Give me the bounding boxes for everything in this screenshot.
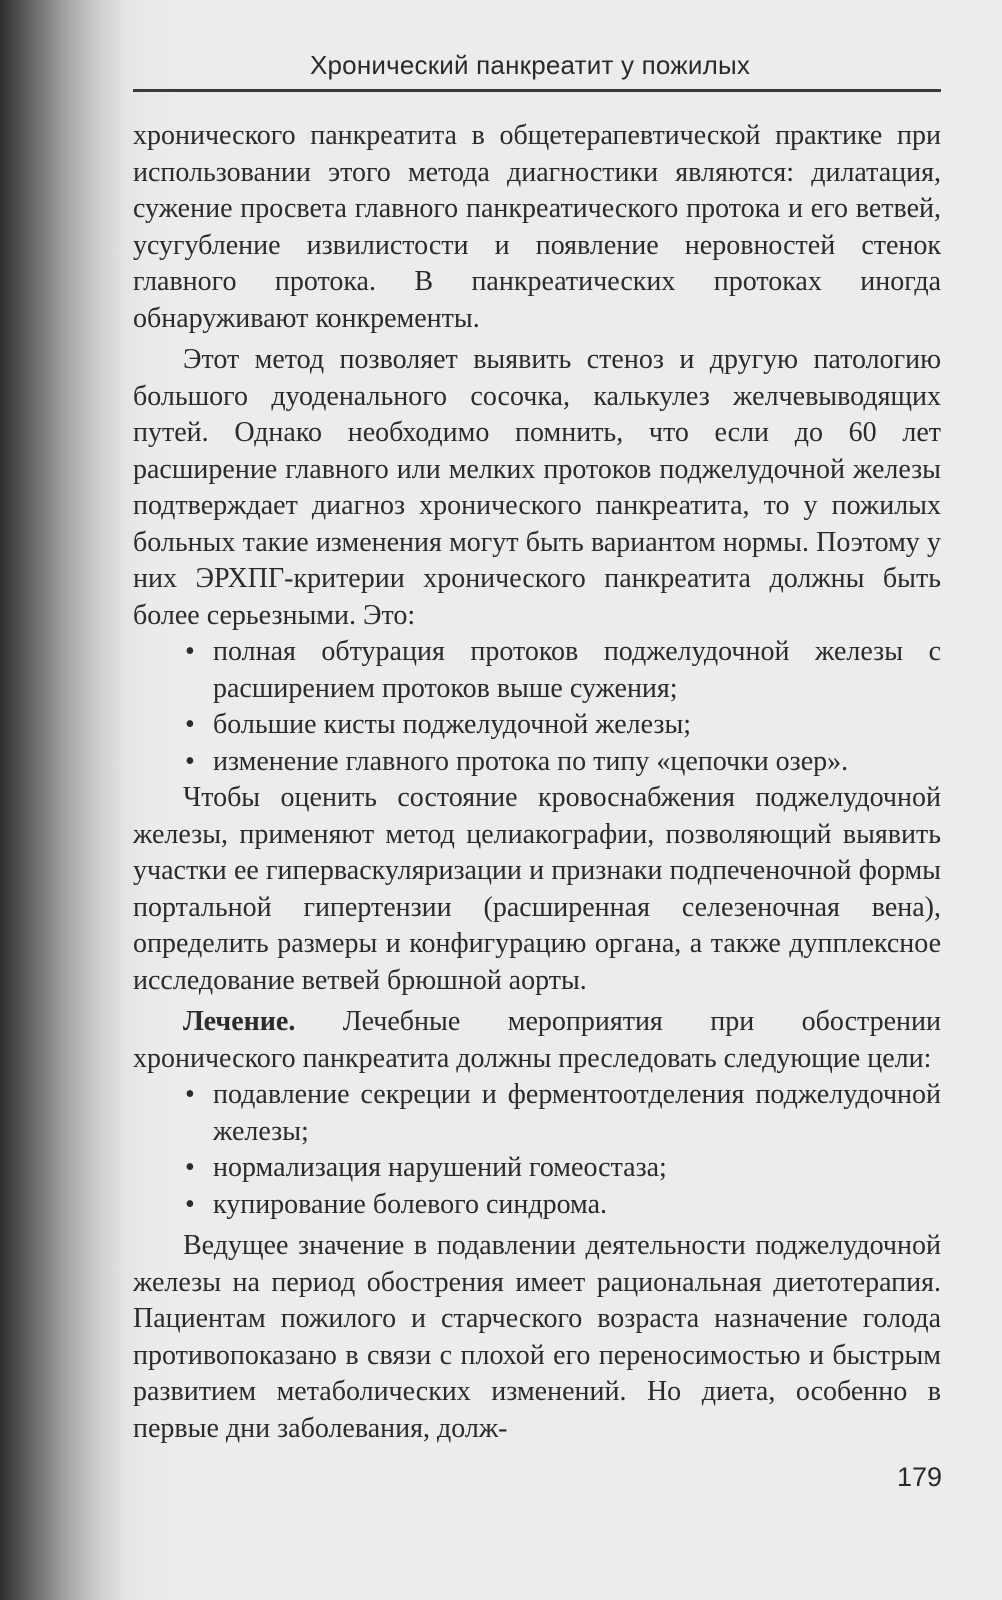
list-item (133, 1187, 941, 1224)
list-item-text: полная обтурация протоков поджелудочной железы с расширением протоков выше сужения; (213, 636, 941, 704)
list-item-text: нормализация нарушений гомеостаза; (213, 1152, 667, 1183)
list-item-text: изменение главного протока по типу «цепочки озер». (213, 745, 849, 777)
list-item (133, 707, 941, 744)
list-item-text: подавление секреции и ферментоотделения поджелудочной железы; (213, 1079, 941, 1147)
treatment-text: Лечебные мероприятия при обострении хронического панкреатита должны преследовать следующие цели: (133, 1006, 941, 1074)
list-item (133, 1150, 941, 1187)
paragraph-method-capabilities: Этот метод позволяет выявить стеноз и другую патологию большого дуоденального сосочка, калькулез желчевыводящих путей. Однако необходимо помнить, что если до 60 лет расширение главного или мелких протоков поджелудочной железы подтверждает диагноз хронического панкреатита, то у пожилых больных такие изменения могут быть вариантом нормы. Поэтому у них ЭРХПГ-критерии хронического панкреатита должны быть более серьезными. Это: (133, 344, 941, 631)
header-rule (133, 89, 941, 92)
list-item (133, 1077, 941, 1150)
bullet-marker: • (185, 636, 195, 667)
page-number: 179 (896, 1462, 942, 1492)
paragraph-celiacography: Чтобы оценить состояние кровоснабжения поджелудочной железы, применяют метод целиакографии, позволяющий выявить участки ее гиперваскуляризации и признаки подпеченочной формы портальной гипертензии (расширенная селезеночная вена), определить размеры и конфигурацию органа, а также дупплексное исследование ветвей брюшной аорты. (133, 782, 941, 996)
body-text (133, 118, 941, 1447)
bullet-marker: • (185, 709, 195, 740)
bullet-marker: • (185, 745, 195, 777)
list-item (133, 634, 941, 707)
treatment-heading: Лечение. (183, 1006, 296, 1037)
treatment-goals-list (133, 1077, 941, 1223)
paragraph-treatment (133, 1004, 941, 1077)
paragraph-diet-therapy: Ведущее значение в подавлении деятельности поджелудочной железы на период обострения имеет рациональная диетотерапия. Пациентам пожилого и старческого возраста назначение голода противопоказано в связи с плохой его переносимостью и быстрым развитием метаболических изменений. Но диета, особенно в первые дни заболевания, долж- (133, 1230, 941, 1444)
paragraph-ercp-findings: хронического панкреатита в общетерапевтической практике при использовании этого метода диагностики являются: дилатация, сужение просвета главного панкреатического протока и его ветвей, усугубление извилистости и появление неровностей стенок главного протока. В панкреатических протоках иногда обнаруживают конкременты. (133, 120, 941, 334)
bullet-marker: • (185, 1079, 195, 1110)
ercp-criteria-list (133, 634, 941, 780)
list-item (133, 744, 941, 781)
running-title: Хронический панкреатит у пожилых (309, 50, 751, 80)
bullet-marker: • (185, 1152, 195, 1183)
list-item-text: купирование болевого синдрома. (213, 1188, 608, 1220)
list-item-text: большие кисты поджелудочной железы; (213, 709, 692, 740)
bullet-marker: • (185, 1188, 195, 1220)
